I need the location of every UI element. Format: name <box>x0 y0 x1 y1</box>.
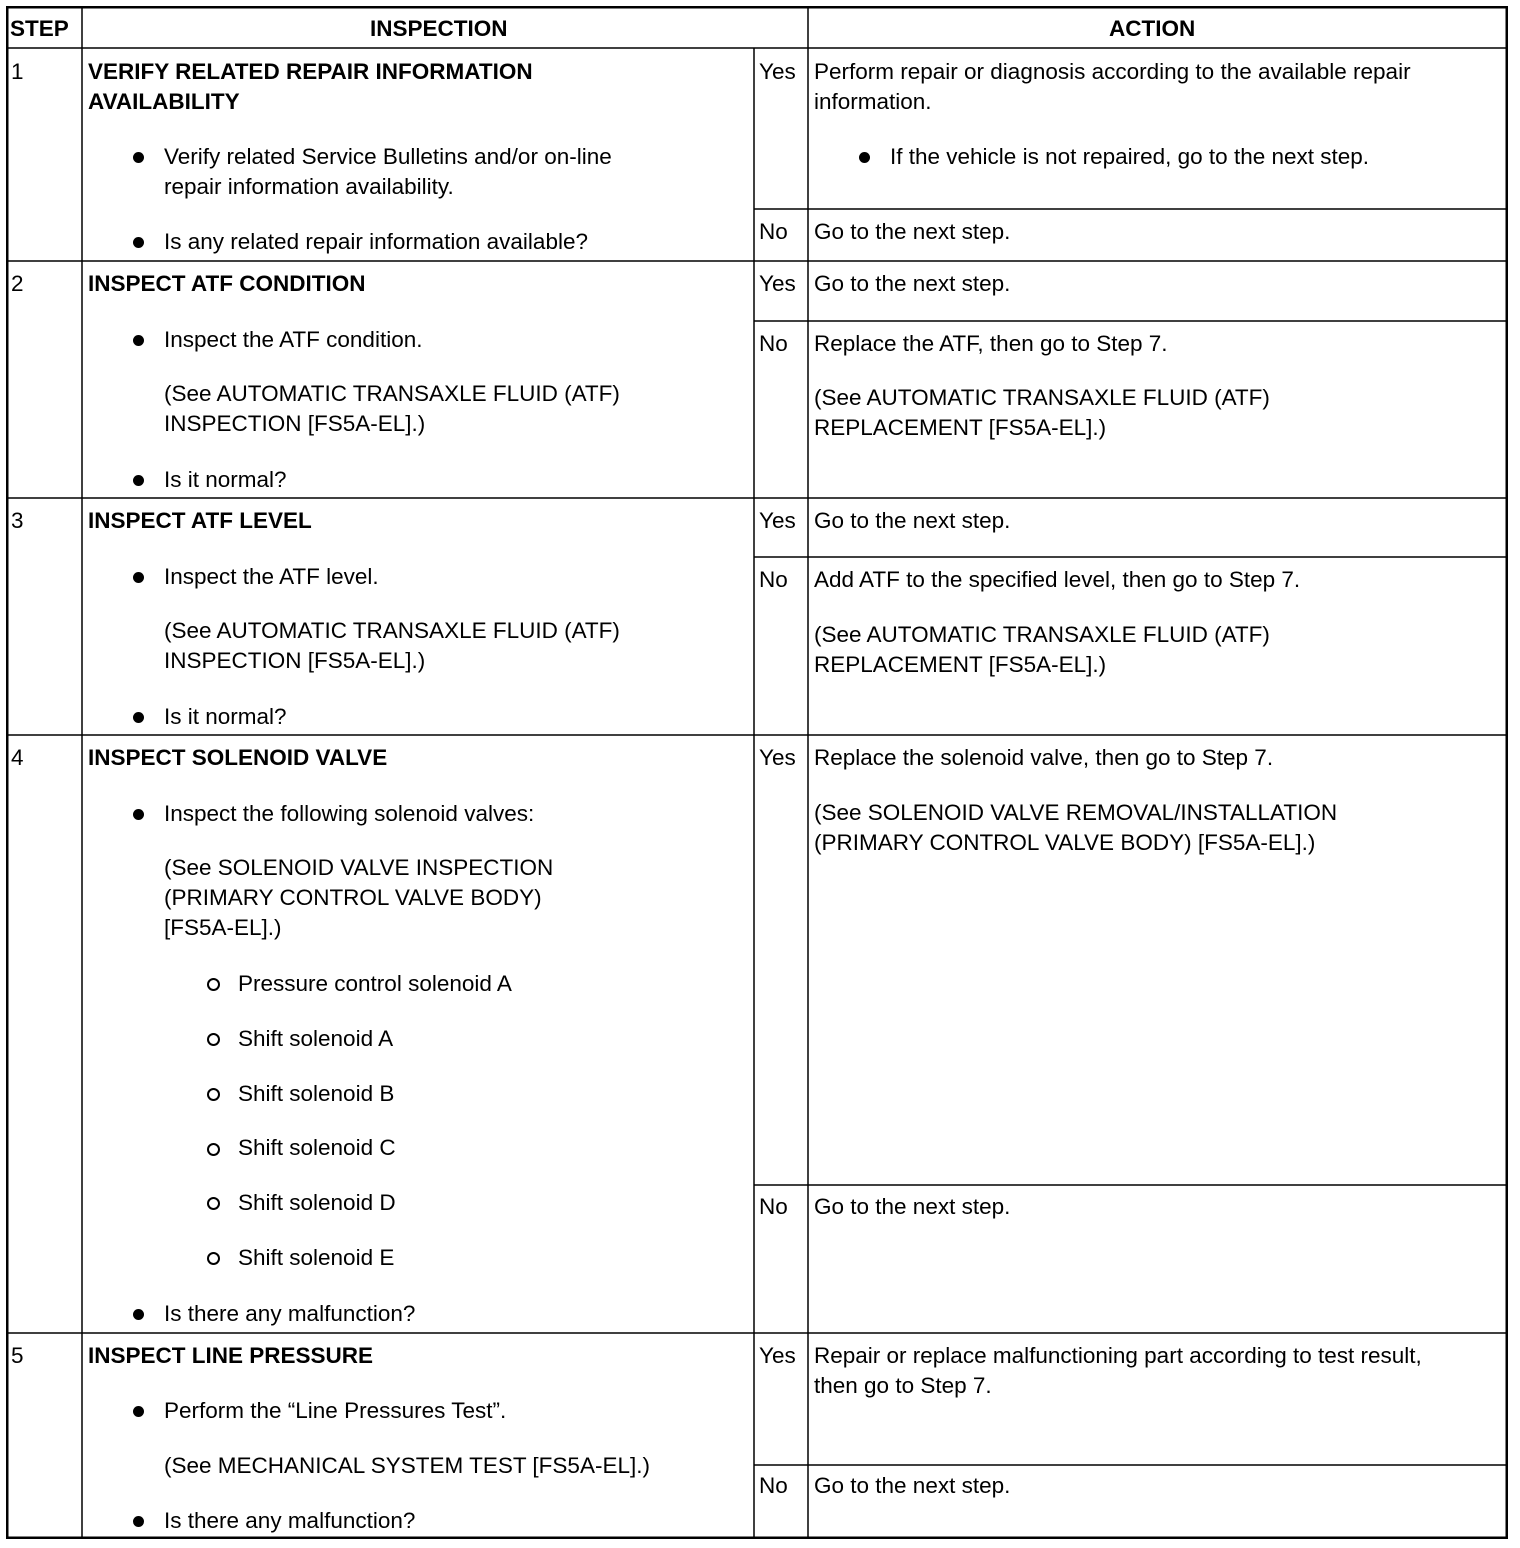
inspection-text: Inspect the ATF condition. <box>164 327 423 352</box>
header-inspection: INSPECTION <box>370 16 508 41</box>
step-title: INSPECT ATF CONDITION <box>88 271 366 296</box>
bullet-icon <box>133 572 144 583</box>
bullet-icon <box>133 475 144 486</box>
header-action: ACTION <box>1109 16 1196 41</box>
action-text: If the vehicle is not repaired, go to the next step. <box>890 144 1370 169</box>
reference-text: REPLACEMENT [FS5A-EL].) <box>814 415 1107 440</box>
bullet-icon <box>133 809 144 820</box>
action-text: Go to the next step. <box>814 508 1011 533</box>
reference-text: (PRIMARY CONTROL VALVE BODY) <box>164 885 542 910</box>
yes-label: Yes <box>759 508 796 533</box>
step-title: INSPECT LINE PRESSURE <box>88 1343 374 1368</box>
list-item: Shift solenoid C <box>238 1135 396 1160</box>
inspection-text: Inspect the ATF level. <box>164 564 379 589</box>
bullet-icon <box>133 335 144 346</box>
reference-text: INSPECTION [FS5A-EL].) <box>164 648 426 673</box>
inspection-question: Is it normal? <box>164 704 287 729</box>
bullet-icon <box>133 1406 144 1417</box>
no-label: No <box>759 1473 788 1498</box>
step-number: 1 <box>11 59 24 84</box>
diagnostic-procedure-table <box>6 6 1508 1539</box>
no-label: No <box>759 219 788 244</box>
action-text: Go to the next step. <box>814 219 1011 244</box>
step-title: AVAILABILITY <box>88 89 240 114</box>
yes-label: Yes <box>759 271 796 296</box>
bullet-icon <box>133 1516 144 1527</box>
bullet-icon <box>133 1309 144 1320</box>
action-text: then go to Step 7. <box>814 1373 992 1398</box>
circle-bullet-icon <box>207 1143 220 1156</box>
reference-text: [FS5A-EL].) <box>164 915 282 940</box>
list-item: Shift solenoid E <box>238 1245 395 1270</box>
step-number: 2 <box>11 271 24 296</box>
no-label: No <box>759 1194 788 1219</box>
list-item: Shift solenoid B <box>238 1081 395 1106</box>
reference-text: (See MECHANICAL SYSTEM TEST [FS5A-EL].) <box>164 1453 650 1478</box>
reference-text: REPLACEMENT [FS5A-EL].) <box>814 652 1107 677</box>
header-step: STEP <box>10 16 69 41</box>
bullet-icon <box>133 712 144 723</box>
yes-label: Yes <box>759 745 796 770</box>
bullet-icon <box>133 152 144 163</box>
bullet-icon <box>859 152 870 163</box>
action-text: Replace the ATF, then go to Step 7. <box>814 331 1168 356</box>
list-item: Shift solenoid D <box>238 1190 396 1215</box>
inspection-text: Verify related Service Bulletins and/or on-line <box>164 144 612 169</box>
inspection-text: Inspect the following solenoid valves: <box>164 801 535 826</box>
step-number: 3 <box>11 508 24 533</box>
list-item: Pressure control solenoid A <box>238 971 512 996</box>
action-text: Replace the solenoid valve, then go to Step 7. <box>814 745 1274 770</box>
reference-text: INSPECTION [FS5A-EL].) <box>164 411 426 436</box>
circle-bullet-icon <box>207 978 220 991</box>
yes-label: Yes <box>759 59 796 84</box>
no-label: No <box>759 331 788 356</box>
step-title: VERIFY RELATED REPAIR INFORMATION <box>88 59 533 84</box>
inspection-question: Is it normal? <box>164 467 287 492</box>
list-item: Shift solenoid A <box>238 1026 394 1051</box>
bullet-icon <box>133 237 144 248</box>
inspection-text: Perform the “Line Pressures Test”. <box>164 1398 507 1423</box>
action-text: Go to the next step. <box>814 1194 1011 1219</box>
step-number: 4 <box>11 745 24 770</box>
reference-text: (See SOLENOID VALVE REMOVAL/INSTALLATION <box>814 800 1338 825</box>
reference-text: (See AUTOMATIC TRANSAXLE FLUID (ATF) <box>814 622 1270 647</box>
circle-bullet-icon <box>207 1033 220 1046</box>
action-text: Repair or replace malfunctioning part according to test result, <box>814 1343 1422 1368</box>
action-text: information. <box>814 89 932 114</box>
action-text: Go to the next step. <box>814 1473 1011 1498</box>
circle-bullet-icon <box>207 1197 220 1210</box>
reference-text: (See AUTOMATIC TRANSAXLE FLUID (ATF) <box>164 618 620 643</box>
inspection-question: Is there any malfunction? <box>164 1301 416 1326</box>
inspection-text: repair information availability. <box>164 174 454 199</box>
reference-text: (See SOLENOID VALVE INSPECTION <box>164 855 554 880</box>
reference-text: (See AUTOMATIC TRANSAXLE FLUID (ATF) <box>164 381 620 406</box>
action-text: Go to the next step. <box>814 271 1011 296</box>
step-number: 5 <box>11 1343 24 1368</box>
reference-text: (See AUTOMATIC TRANSAXLE FLUID (ATF) <box>814 385 1270 410</box>
action-text: Perform repair or diagnosis according to the available repair <box>814 59 1411 84</box>
step-title: INSPECT ATF LEVEL <box>88 508 312 533</box>
action-text: Add ATF to the specified level, then go to Step 7. <box>814 567 1301 592</box>
yes-label: Yes <box>759 1343 796 1368</box>
inspection-question: Is there any malfunction? <box>164 1508 416 1533</box>
circle-bullet-icon <box>207 1088 220 1101</box>
circle-bullet-icon <box>207 1252 220 1265</box>
inspection-question: Is any related repair information available? <box>164 229 588 254</box>
reference-text: (PRIMARY CONTROL VALVE BODY) [FS5A-EL].) <box>814 830 1316 855</box>
no-label: No <box>759 567 788 592</box>
step-title: INSPECT SOLENOID VALVE <box>88 745 388 770</box>
